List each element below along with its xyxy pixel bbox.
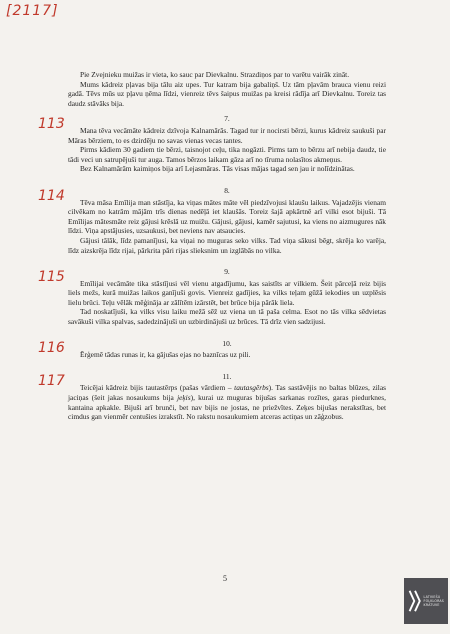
paragraph: Pirms kādiem 30 gadiem tie bērzi, taisnojot ceļu, tika nogāzti. Pirms tam to bērzu arī nebija daudz, tie tādi veci un satrupējuši tur auga. Tamos bērzos laikam gāza arī no tīruma nolasītos akmeņus. (68, 145, 386, 164)
paragraph: Mums kādreiz pļavas bija tālu aiz upes. Tur katram bija gabaliņš. Uz tām pļavām brauca vienu reizi gadā. Tēvs mūs uz pļavu ņēma līdzi, vienreiz tēvs šaipus muižas pa kreisi rādīja arī Dievkalnu. Toreiz tas daudz stāvāks bija. (68, 79, 386, 108)
paragraph: Emīlijai vecāmāte tika stāstījusi vēl vienu atgadījumu, kas saistīts ar vilkiem. Šeit pārceļā reiz bijis liels mežs, kurā muižas laikos ganījuši govis. Vienreiz gadījies, ka vilks teļam gūžā iekodies un uzplēsis lielu brūci. Teļu vēlāk mēģināja ar zālītēm izārstēt, bet brūce bija pārāk liela. (68, 278, 386, 307)
marginal-annotation: 114 (38, 187, 65, 204)
paragraph: Bez Kalnamārām kaimiņos bija arī Lejasmāras. Tās visas mājas tagad sen jau ir nolīdzinātas. (80, 164, 355, 174)
section-8 (38, 187, 386, 256)
logo-line: LATVIEŠU (423, 594, 441, 599)
page-number: 5 (223, 574, 227, 583)
paragraph: Pie Zvejnieku muižas ir vieta, ko sauc par Dievkalnu. Strazdiņos par to varētu vairāk zināt. (80, 70, 350, 79)
section-intro (68, 70, 386, 108)
section-number: 8. (224, 185, 230, 195)
marginal-annotation: 115 (38, 268, 65, 285)
section-11 (38, 373, 386, 422)
marginal-annotation: 116 (38, 340, 65, 357)
logo-line: FOLKLORAS (423, 598, 444, 603)
paragraph: Gājusi tālāk, līdz pamanījusi, ka viņai no muguras seko vilks. Tad viņa sākusi bēgt, skrēja ko varēja, līdz aizskrēja līdz rijai, pārkrita pāri rijas slieksnim un izglābās no vilka. (68, 235, 386, 255)
paragraph: Teicējai kādreiz bijis tautastērps (pašas vārdiem – tautasgērbs). Tas sastāvējis no baltas blūzes, zilas jaciņas (šeit jakas nosaukums bija jeķis), kurai uz muguras bijušas sarkanas rozītes, garas piedurknes, kantaina apkakle. Bijuši arī brunči, bet nav bijis ne jostas, ne priežvītes. Zeķes bijušas nerakstītas, bet cimdus gan vienmēr centušies izrakstīt. No rakstu nosaukumiem atceras actiņas un zāģzobus. (68, 383, 386, 422)
paragraph: Mana tēva vecāmāte kādreiz dzīvoja Kalnamārās. Tagad tur ir nocirsti bērzi, kurus kādreiz saukuši par Māras bērziem, to es dzirdēju no savas vienas vecas tantes. (68, 125, 386, 145)
section-number: 9. (224, 267, 230, 277)
section-number: 10. (222, 338, 232, 348)
marginal-annotation: 113 (38, 115, 65, 132)
marginal-annotation: 117 (38, 373, 65, 390)
paragraph: Ērģemē tādas runas ir, ka gājušas ejas no baznīcas uz pili. (80, 350, 251, 360)
section-9 (38, 268, 386, 327)
archive-logo (404, 578, 448, 624)
paragraph: Tad noskatījuši, ka vilks visu laiku mežā sēž uz viena un tā paša celma. Esot no tās vilka sēdvietas savākuši vilka spalvas, sadedzinājuši un uzbirdinājuši uz brūces. Tā drīz vien sadzijusi. (68, 307, 386, 327)
section-number: 11. (222, 371, 232, 381)
logo-line: KRĀTUVE (423, 603, 440, 608)
paragraph: Tēva māsa Emīlija man stāstīja, ka viņas mātes māte vēl piedzīvojusi klaušu laikus. Vajadzējis vienam cilvēkam no katrām mājām trīs dienas nedēļā iet klaušās. Toreiz šajā apkārtnē arī vilki esot bijuši. Tā Emīlijas mātesmāte reiz gājusi krēslā uz muižu. Gājusi, gājusi, kamēr sajutusi, ka viens no aizmugures nāk līdzi. Viņa apstājusies, uzsaukusi, bet neviens nav atsaucies. (68, 197, 386, 236)
section-7 (38, 115, 386, 174)
logo-text (424, 595, 444, 608)
document-body (38, 70, 386, 422)
archive-number-annotation: [2117] (6, 3, 59, 19)
section-number: 7. (224, 114, 230, 124)
lfk-logo-icon (408, 584, 421, 618)
